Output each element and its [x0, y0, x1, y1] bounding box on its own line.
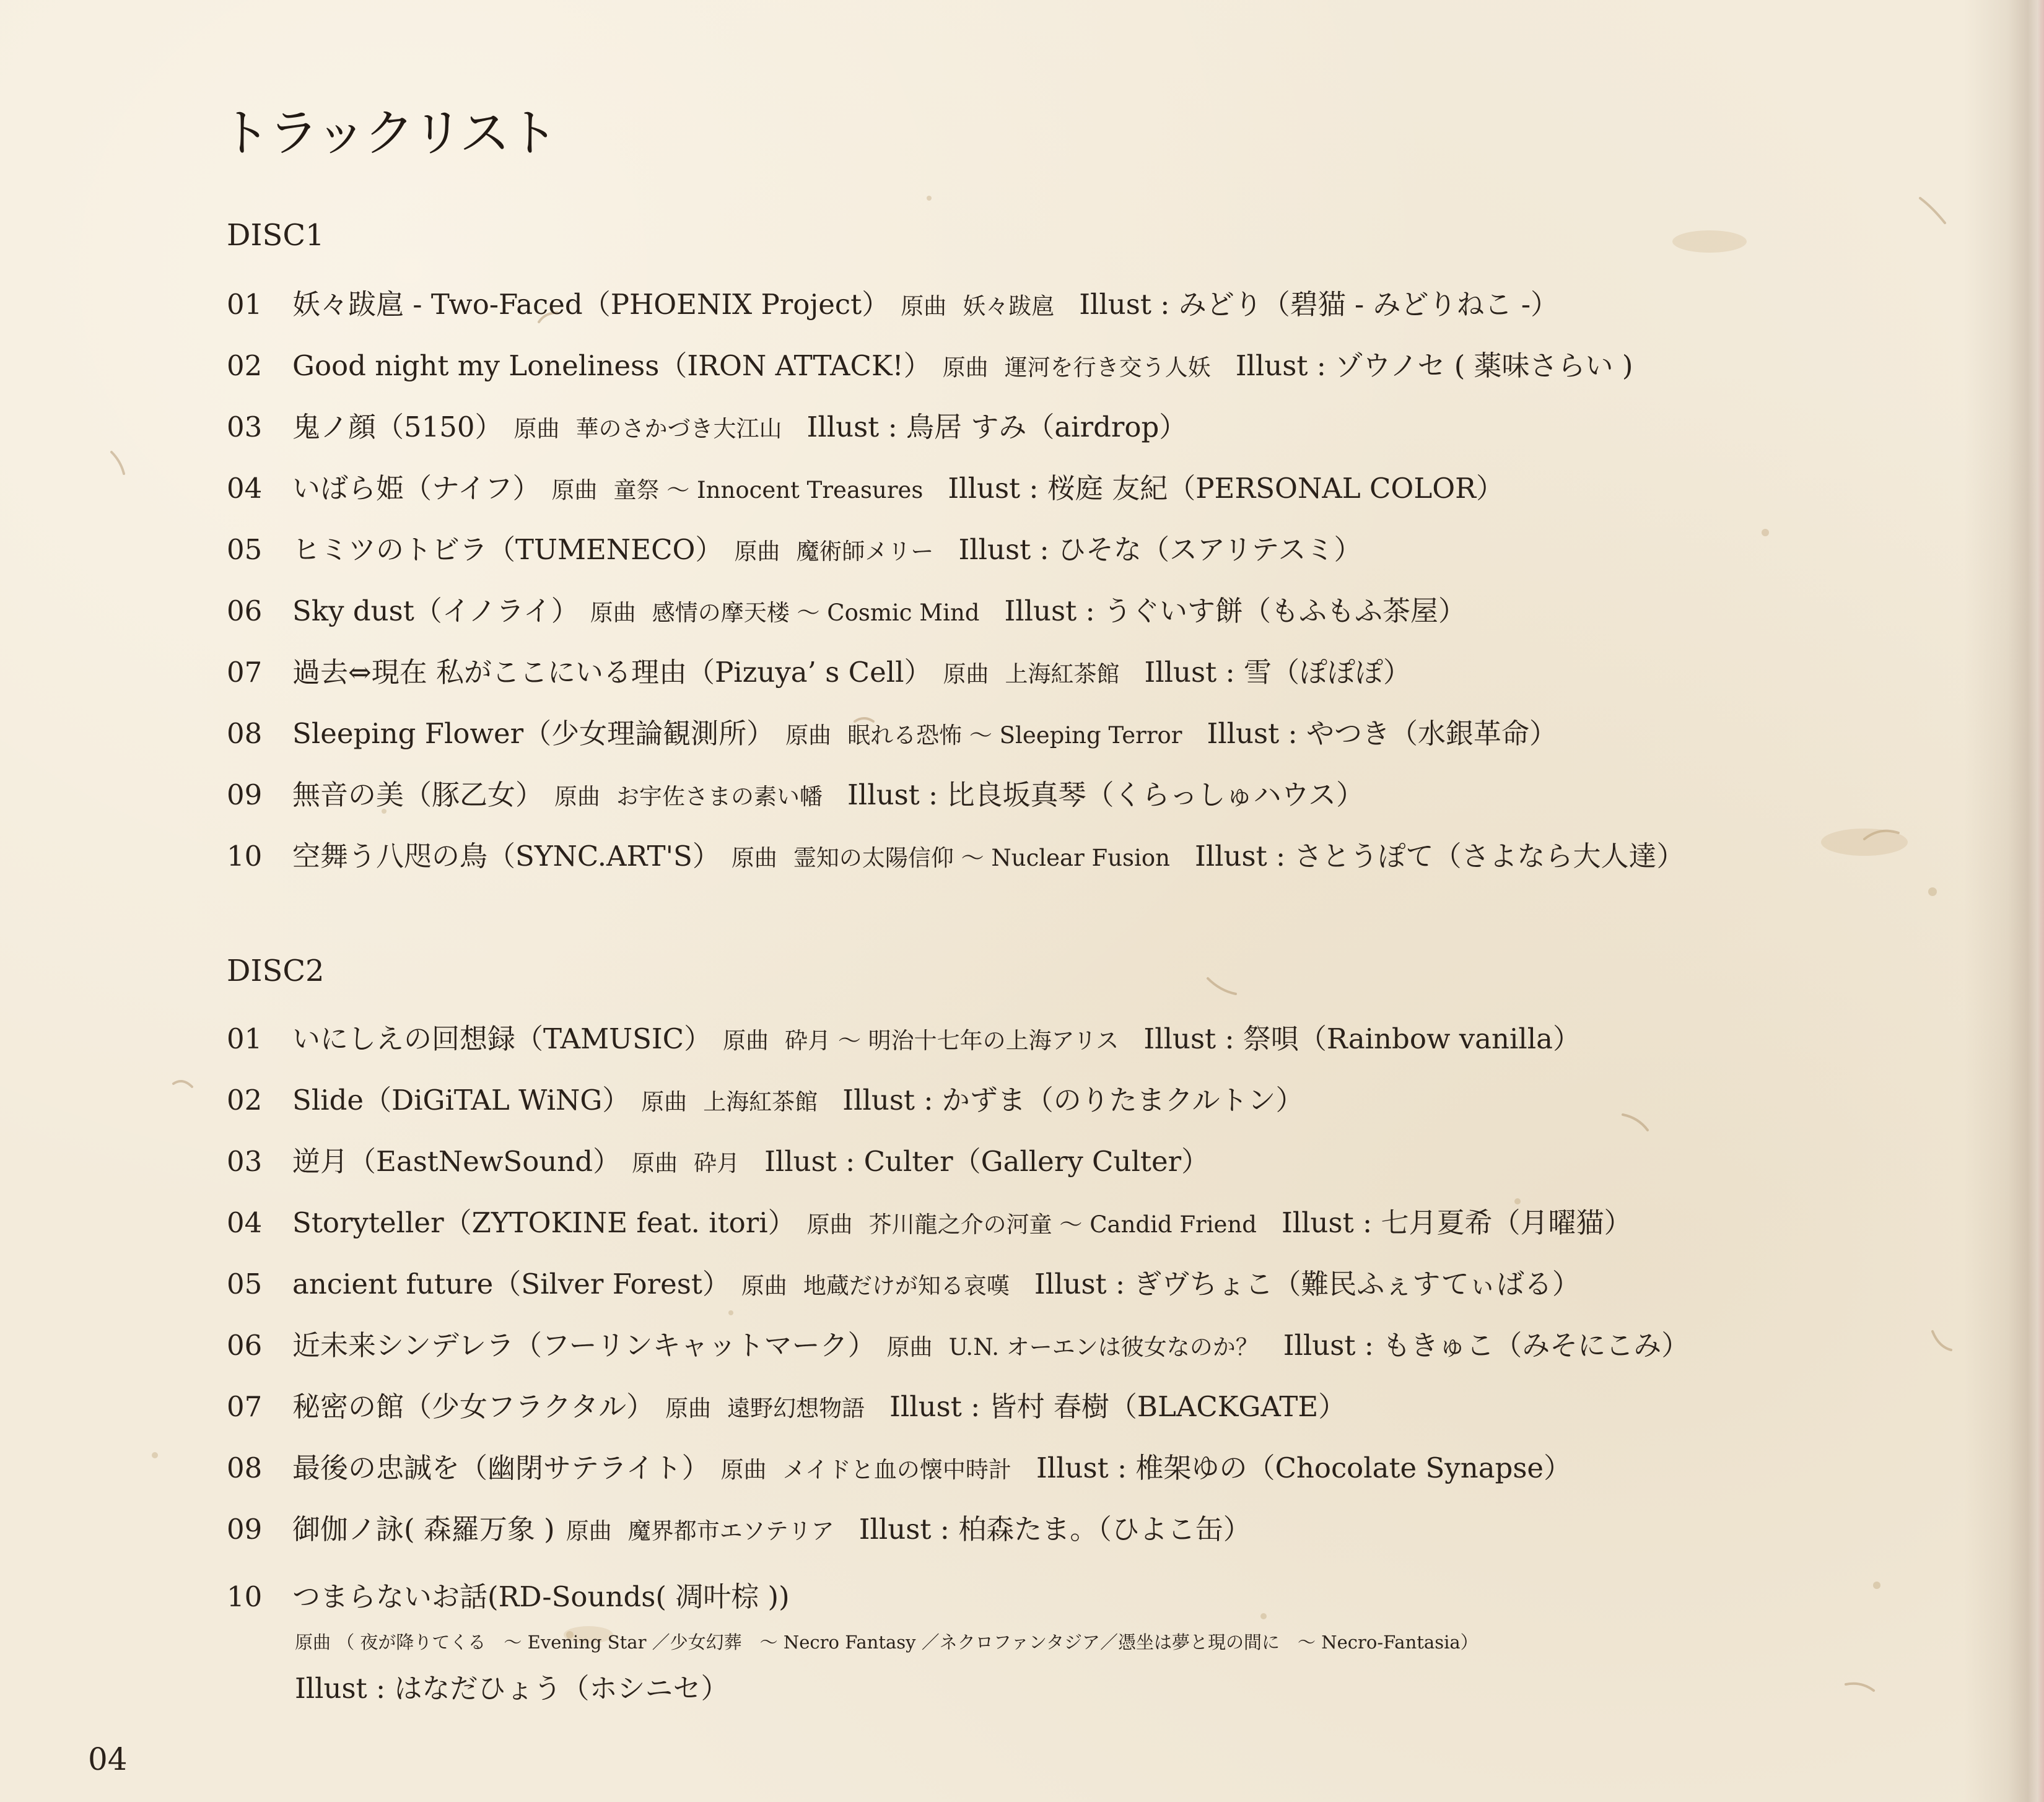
track-artist: （Silver Forest） [493, 1268, 730, 1300]
illust-label: Illust : [847, 778, 947, 811]
original-label: 原曲 [513, 416, 560, 442]
track-title: Sky dust [292, 594, 414, 627]
track-original: 妖々跋扈 [963, 293, 1055, 320]
track-number: 06 [227, 594, 263, 627]
illust-label: Illust : [1194, 840, 1295, 873]
disc1-heading: DISC1 [227, 218, 325, 253]
disc1-track-04 [227, 469, 1504, 508]
original-label: 原曲 [720, 1456, 767, 1483]
illust-label: Illust : [764, 1145, 864, 1178]
disc1-track-06 [227, 591, 1466, 631]
illust-label: Illust : [1144, 656, 1244, 689]
track-number: 09 [227, 1513, 263, 1546]
original-label: 原曲 [806, 1211, 853, 1238]
track-original: 地蔵だけが知る哀嘆 [803, 1273, 1010, 1299]
track-artist: （幽閉サテライト） [460, 1452, 710, 1484]
track-original: 魔界都市エソテリア [627, 1518, 834, 1544]
track-artist: （SYNC.ART'S） [487, 840, 720, 873]
track-illustrator: かずま（のりたまクルトン） [941, 1084, 1304, 1116]
track-number: 04 [227, 472, 263, 505]
track-artist: （ZYTOKINE feat. itori） [443, 1206, 796, 1239]
disc2-track-09 [227, 1510, 1251, 1549]
track-title: Storyteller [292, 1206, 444, 1239]
track-number: 01 [227, 288, 263, 321]
track-original: 華のさかづき大江山 [575, 416, 782, 442]
disc1-track-09 [227, 775, 1364, 815]
track-title: 御伽ノ詠 [292, 1513, 404, 1546]
illust-label: Illust : [948, 472, 1047, 505]
track-number: 05 [227, 533, 263, 566]
disc1-track-07 [227, 653, 1411, 692]
track-artist: （ナイフ） [404, 472, 541, 505]
track-illustrator: ゾウノセ ( 薬味さらい ) [1335, 349, 1633, 382]
disc2-heading: DISC2 [227, 954, 325, 988]
track-illustrator: ひそな（スアリテスミ） [1057, 533, 1362, 566]
track-number: 09 [227, 778, 263, 811]
track-illustrator: 比良坂真琴（くらっしゅハウス） [946, 778, 1365, 811]
track-illustrator: ぎヴちょこ（難民ふぇすてぃばる） [1133, 1268, 1580, 1300]
track-title: 妖々跋扈 - Two-Faced [292, 288, 583, 321]
track-title: Sleeping Flower [292, 717, 524, 750]
track-original: 砕月 ～ 明治十七年の上海アリス [785, 1027, 1119, 1054]
track-original: 霊知の太陽信仰 ～ Nuclear Fusion [793, 845, 1170, 871]
disc2-track-05 [227, 1264, 1580, 1304]
disc2-track-06 [227, 1326, 1689, 1365]
track-title: 過去⇔現在 私がここにいる理由 [292, 656, 688, 689]
track-illustrator: 祭唄（Rainbow vanilla） [1243, 1022, 1581, 1055]
original-label: 原曲 [641, 1089, 688, 1115]
track-illustrator: 七月夏希（月曜猫） [1381, 1206, 1632, 1239]
illust-label: Illust : [1004, 594, 1104, 627]
track-title: Good night my Loneliness [292, 349, 660, 382]
illust-label: Illust : [858, 1513, 959, 1546]
disc1-track-05 [227, 530, 1361, 570]
track-original: 遠野幻想物語 [727, 1395, 865, 1422]
track-number: 10 [227, 1580, 263, 1613]
track-title: 鬼ノ顔 [292, 411, 377, 443]
track-illustrator: もきゅこ（みそにこみ） [1382, 1329, 1690, 1362]
original-label: 原曲 [590, 599, 636, 626]
track-original: 上海紅茶館 [1005, 661, 1120, 687]
original-label: 原曲 [551, 477, 598, 503]
track-original: 童祭 ～ Innocent Treasures [613, 477, 924, 503]
track-title: 最後の忠誠を [292, 1452, 460, 1484]
track-original: 魔術師メリー [796, 538, 934, 565]
disc2-track-04 [227, 1203, 1631, 1243]
original-label: 原曲 [886, 1334, 933, 1360]
illust-label: Illust : [806, 411, 907, 443]
track-title: 秘密の館 [292, 1390, 404, 1423]
track-artist: （Pizuya’ s Cell） [687, 656, 932, 689]
track-artist: ( 森羅万象 ) [404, 1513, 555, 1546]
track-number: 06 [227, 1329, 263, 1362]
track-number: 04 [227, 1206, 263, 1239]
original-label: 原曲 [785, 722, 832, 749]
original-label: 原曲 [731, 845, 777, 871]
page-number: 04 [88, 1741, 128, 1777]
disc2-track-10-original: 原曲 （ 夜が降りてくる ～ Evening Star ／少女幻葬 ～ Necro Fantasy ／ネクロファンタジア／憑坐は夢と現の間に ～ Necro-Fantasia） [295, 1632, 1478, 1653]
track-title: ヒミツのトビラ [292, 533, 488, 566]
disc1-track-02 [227, 346, 1633, 386]
track-number: 07 [227, 1390, 263, 1423]
track-original: 感情の摩天楼 ～ Cosmic Mind [652, 599, 980, 626]
track-artist: （少女理論観測所） [523, 717, 775, 750]
illust-label: Illust : [889, 1390, 989, 1423]
track-illustrator: Culter（Gallery Culter） [863, 1145, 1210, 1178]
original-label: 原曲 [734, 538, 780, 565]
track-number: 08 [227, 717, 263, 750]
track-artist: （PHOENIX Project） [582, 288, 890, 321]
track-artist: （DiGiTAL WiNG） [364, 1084, 631, 1116]
track-illustrator: 椎架ゆの（Chocolate Synapse） [1135, 1452, 1572, 1484]
track-number: 02 [227, 1084, 263, 1116]
disc1-track-08 [227, 714, 1557, 754]
track-title: いにしえの回想録 [292, 1022, 516, 1055]
track-original: U.N. オーエンは彼女なのか？ [948, 1334, 1259, 1360]
track-illustrator: みどり（碧猫 - みどりねこ -） [1178, 288, 1559, 321]
original-label: 原曲 [901, 293, 947, 320]
track-original: 眠れる恐怖 ～ Sleeping Terror [847, 722, 1182, 749]
track-illustrator: 鳥居 すみ（airdrop） [906, 411, 1187, 443]
track-artist: （IRON ATTACK!） [659, 349, 932, 382]
track-illustrator: やつき（水銀革命） [1306, 717, 1558, 750]
track-title: 無音の美 [292, 778, 404, 811]
disc2-track-02 [227, 1081, 1303, 1120]
illust-label: Illust : [1235, 349, 1335, 382]
track-illustrator: 桜庭 友紀（PERSONAL COLOR） [1047, 472, 1504, 505]
track-original: メイドと血の懐中時計 [782, 1456, 1011, 1483]
track-number: 05 [227, 1268, 263, 1300]
track-artist: （5150） [376, 411, 503, 443]
disc2-track-08 [227, 1448, 1571, 1488]
illust-label: Illust : [1034, 1268, 1134, 1300]
original-label: 原曲 [566, 1518, 612, 1544]
track-original: 運河を行き交う人妖 [1004, 354, 1211, 381]
track-illustrator: うぐいす餅（もふもふ茶屋） [1103, 594, 1466, 627]
illust-label: Illust : [958, 533, 1058, 566]
track-illustrator: 雪（ぽぽぽ） [1243, 656, 1411, 689]
track-artist: （フーリンキャットマーク） [513, 1329, 876, 1362]
track-artist: （TAMUSIC） [515, 1022, 712, 1055]
track-number: 08 [227, 1452, 263, 1484]
disc1-track-10 [227, 837, 1685, 876]
track-artist: （TUMENECO） [487, 533, 723, 566]
track-artist: (RD-Sounds( 凋叶棕 )) [487, 1580, 790, 1613]
track-illustrator: 皆村 春樹（BLACKGATE） [989, 1390, 1347, 1423]
disc1-track-03 [227, 407, 1187, 447]
disc2-track-07 [227, 1387, 1346, 1427]
track-title: いばら姫 [292, 472, 404, 505]
original-label: 原曲 [741, 1273, 787, 1299]
track-number: 02 [227, 349, 263, 382]
original-label: 原曲 [942, 354, 989, 381]
disc2-track-03 [227, 1142, 1209, 1182]
original-label: 原曲 [632, 1150, 678, 1177]
track-artist: （EastNewSound） [348, 1145, 621, 1178]
illust-label: Illust : [1281, 1206, 1381, 1239]
track-title: つまらないお話 [292, 1580, 488, 1613]
disc2-track-10 [227, 1577, 790, 1617]
binding-fold [1963, 0, 2044, 1802]
track-title: 近未来シンデレラ [292, 1329, 514, 1362]
original-label: 原曲 [723, 1027, 769, 1054]
track-title: Slide [292, 1084, 364, 1116]
illust-label: Illust : [1079, 288, 1179, 321]
illust-label: Illust : [1207, 717, 1306, 750]
track-artist: （少女フラクタル） [404, 1390, 655, 1423]
track-illustrator: 柏森たま。（ひよこ缶） [958, 1513, 1251, 1546]
original-label: 原曲 [665, 1395, 712, 1422]
track-artist: （豚乙女） [404, 778, 544, 811]
track-original: 砕月 [694, 1150, 740, 1177]
illust-label: Illust : [1283, 1329, 1383, 1362]
page-title: トラックリスト [220, 104, 556, 163]
illust-label: Illust : [1143, 1022, 1243, 1055]
disc1-track-01 [227, 285, 1558, 324]
track-original: 芥川龍之介の河童 ～ Candid Friend [868, 1211, 1257, 1238]
track-number: 03 [227, 1145, 263, 1178]
track-original: お宇佐さまの素い幡 [616, 783, 823, 810]
track-number: 01 [227, 1022, 263, 1055]
track-number: 07 [227, 656, 263, 689]
track-illustrator: さとうぽて（さよなら大人達） [1294, 840, 1685, 873]
disc2-track-01 [227, 1019, 1581, 1059]
track-title: ancient future [292, 1268, 494, 1300]
track-original: 上海紅茶館 [703, 1089, 818, 1115]
track-number: 03 [227, 411, 263, 443]
disc2-track-10-illustrator: Illust : はなだひょう（ホシニセ） [295, 1672, 729, 1705]
illust-label: Illust : [842, 1084, 942, 1116]
original-label: 原曲 [943, 661, 989, 687]
track-artist: （イノライ） [414, 594, 579, 627]
track-title: 空舞う八咫の鳥 [292, 840, 488, 873]
track-title: 逆月 [292, 1145, 349, 1178]
original-label: 原曲 [554, 783, 601, 810]
track-number: 10 [227, 840, 263, 873]
illust-label: Illust : [1036, 1452, 1136, 1484]
